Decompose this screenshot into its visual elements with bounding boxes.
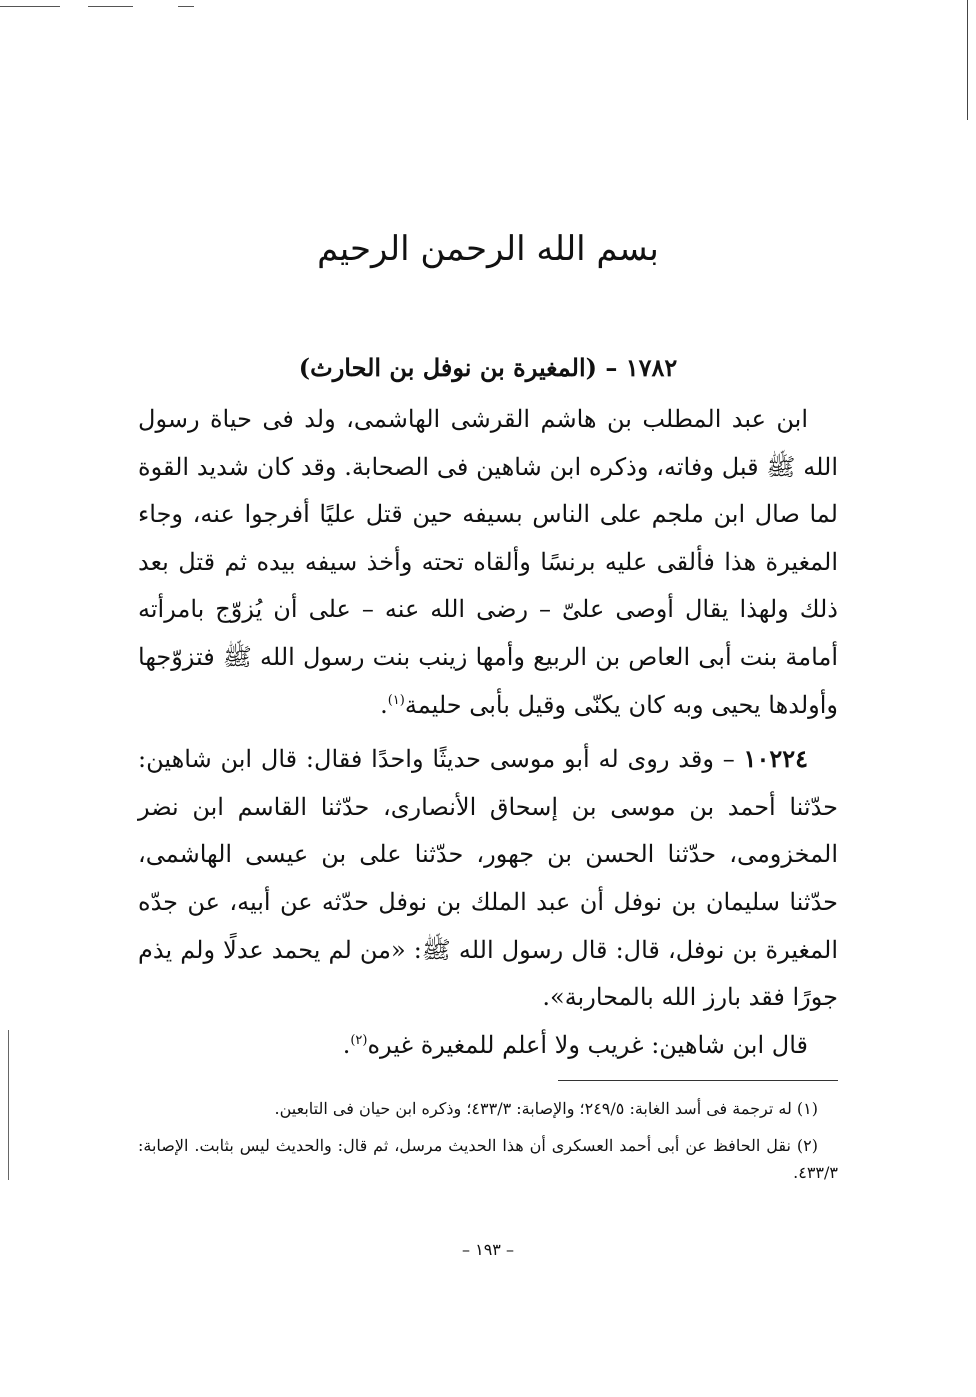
closing-remark: قال ابن شاهين: غريب ولا أعلم للمغيرة غيره$^{(٢)}$. — [342, 1030, 808, 1059]
hadith-number: ١٠٢٢٤ — [743, 744, 808, 774]
hadith-text: – وقد روى له أبو موسى حديثًا واحدًا فقال: قال ابن شاهين: حدّثنا أحمد بن موسى بن إسحاق الأنصارى، حدّثنا القاسم ابن نضر المخزومى، حدّثنا الحسن بن جهور، حدّثنا على بن عيسى الهاشمى، حدّثنا سليمان بن نوفل أن عبد الملك بن نوفل حدّثه عن أبيه، عن جدّه المغيرة بن نوفل، قال: قال رسول الله ﷺ: «من لم يحمد عدلًا ولم يذم جورًا فقد بارز الله بالمحاربة». — [138, 745, 838, 1012]
footnote-item: (٢) نقل الحافظ عن أبى أحمد العسكرى أن هذا الحديث مرسل، ثم قال: والحديث ليس بثابت. الإصابة: ٤٣٣/٣. — [138, 1136, 838, 1182]
scan-artifact-line — [178, 6, 194, 7]
entry-number: ١٧٨٢ — [625, 353, 678, 382]
footnotes — [138, 1095, 838, 1196]
footnote-item: (١) له ترجمة فى أسد الغابة: ٢٤٩/٥؛ والإصابة: ٤٣٣/٣؛ وذكره ابن حيان فى التابعين. — [274, 1099, 818, 1118]
scan-edge-mark — [967, 0, 968, 120]
footnote-reference: (٢) — [350, 1032, 368, 1048]
entry-dash: – — [596, 353, 618, 382]
entry-title: (المغيرة بن نوفل بن الحارث) — [298, 353, 597, 382]
main-text — [138, 340, 838, 1069]
biography-text: ابن عبد المطلب بن هاشم القرشى الهاشمى، ولد فى حياة رسول الله ﷺ قبل وفاته، وذكره ابن شاهين فى الصحابة. وقد كان شديد القوة لما صال ابن ملجم على الناس بسيفه حين قتل عليًا أفرجوا عنه، وجاء المغيرة هذا فألقى عليه برنسًا وألقاه تحته وأخذ سيفه بيده ثم قتل بعد ذلك ولهذا يقال أوصى علىّ – رضى الله عنه – على أن يُزوّج بامرأته أمامة بنت أبى العاص بن الربيع وأمها زينب بنت رسول الله ﷺ فتزوّجها وأولدها يحيى وبه كان يكنّى وقيل بأبى حليمة — [138, 405, 838, 719]
hadith-paragraph — [138, 735, 838, 1022]
biography-paragraph: ابن عبد المطلب بن هاشم القرشى الهاشمى، ولد فى حياة رسول الله ﷺ قبل وفاته، وذكره ابن شاهين فى الصحابة. وقد كان شديد القوة لما صال ابن ملجم على الناس بسيفه حين قتل عليًا أفرجوا عنه، وجاء المغيرة هذا فألقى عليه برنسًا وألقاه تحته وأخذ سيفه بيده ثم قتل بعد ذلك ولهذا يقال أوصى علىّ – رضى الله عنه – على أن يُزوّج بامرأته أمامة بنت أبى العاص بن الربيع وأمها زينب بنت رسول الله ﷺ فتزوّجها وأولدها يحيى وبه كان يكنّى وقيل بأبى حليمة$^{(١)}$. — [138, 405, 838, 719]
footnote-reference: (١) — [387, 692, 405, 708]
entry-heading — [138, 340, 838, 396]
footnote-divider — [558, 1080, 838, 1081]
scan-artifact-line — [88, 6, 133, 7]
scan-artifact-line — [0, 6, 60, 7]
scan-edge-mark — [8, 1030, 9, 1180]
basmala-calligraphy: بسم الله الرحمن الرحيم — [317, 229, 659, 269]
closing-text: قال ابن شاهين: غريب ولا أعلم للمغيرة غيره — [367, 1030, 808, 1059]
page-number: – ١٩٣ – — [462, 1240, 514, 1259]
